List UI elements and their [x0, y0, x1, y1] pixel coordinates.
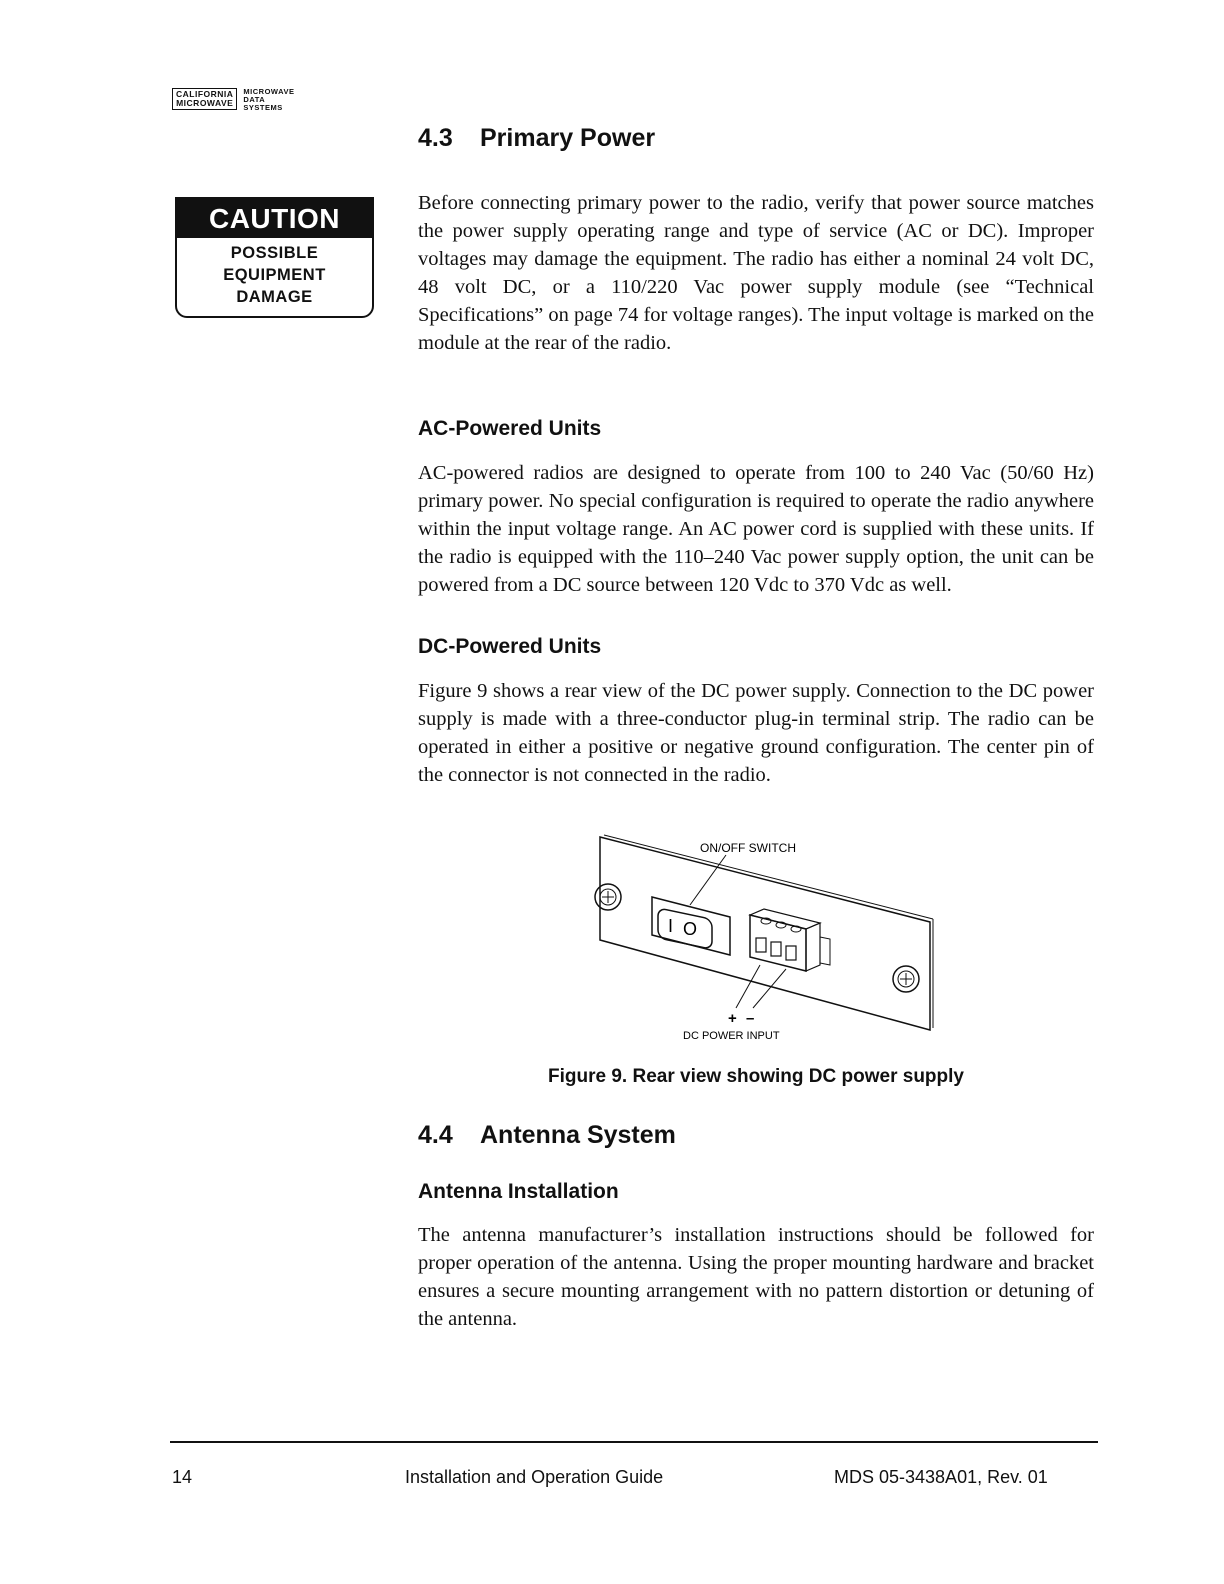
section-title: Primary Power — [480, 124, 656, 152]
right-screw-icon — [893, 966, 919, 992]
terminal-block-icon — [750, 909, 830, 971]
company-logo — [172, 88, 294, 112]
guide-title: Installation and Operation Guide — [405, 1467, 664, 1487]
antenna-installation-paragraph: The antenna manufacturer’s installation instructions should be followed for proper operation of the antenna. Using the proper mounting hardware and bracket ensures a secure mounting arrangement with no pattern distortion or detuning of the antenna. — [418, 1224, 1094, 1330]
caution-line1: POSSIBLE — [230, 244, 319, 262]
minus-terminal-label: – — [746, 1010, 755, 1027]
section-title: Antenna System — [480, 1121, 676, 1149]
figure-dc-power-supply — [588, 825, 938, 1045]
dc-power-input-label: DC POWER INPUT — [683, 1030, 780, 1042]
caution-line3: DAMAGE — [236, 288, 313, 306]
caution-title: CAUTION — [177, 199, 372, 238]
dc-powered-paragraph: Figure 9 shows a rear view of the DC power supply. Connection to the DC power supply is made with a three-conductor plug-in terminal strip. The radio can be operated in either a positive or negative ground configuration. The center pin of the connector is not connected in the radio. — [418, 680, 1094, 786]
page-number: 14 — [172, 1467, 193, 1487]
switch-off-symbol: O — [683, 919, 698, 939]
figure-caption: Figure 9. Rear view showing DC power supply — [548, 1066, 964, 1087]
section-heading-antenna-system — [418, 1121, 676, 1150]
logo-text-line2: DATA — [243, 95, 266, 104]
logo-text-line3: SYSTEMS — [243, 103, 283, 112]
document-id: MDS 05-3438A01, Rev. 01 — [834, 1467, 1048, 1487]
plus-terminal-label: + — [728, 1010, 737, 1027]
primary-power-paragraph: Before connecting primary power to the radio, verify that power source matches the power supply operating range and type of service (AC or DC). Improper voltages may damage the equipment. The radio has either a nominal 24 volt DC, 48 volt DC, or a 110/220 Vac power supply module (see “Technical Specifications” on page 74 for voltage ranges). The input voltage is marked on the module at the rear of the radio. — [418, 192, 1094, 354]
subheading-dc-powered-units: DC-Powered Units — [418, 635, 602, 658]
section-number: 4.3 — [418, 124, 453, 152]
caution-message — [177, 238, 372, 316]
subheading-ac-powered-units: AC-Powered Units — [418, 417, 602, 440]
logo-text-line1: MICROWAVE — [243, 87, 295, 96]
subheading-antenna-installation: Antenna Installation — [418, 1180, 619, 1203]
on-off-switch-icon — [652, 897, 730, 955]
rear-panel — [600, 837, 930, 1030]
footer-divider — [170, 1441, 1098, 1443]
logo-box-line1: CALIFORNIA — [176, 89, 234, 99]
section-heading-primary-power — [418, 124, 655, 153]
on-off-switch-label: ON/OFF SWITCH — [700, 841, 796, 855]
logo-box-line2: MICROWAVE — [176, 98, 234, 108]
logo-text — [243, 88, 294, 112]
logo-box — [172, 88, 237, 110]
ac-powered-paragraph: AC-powered radios are designed to operate from 100 to 240 Vac (50/60 Hz) primary power. No special configuration is required to operate the radio anywhere within the input voltage range. An AC power cord is supplied with these units. If the radio is equipped with the 110–240 Vac power supply option, the unit can be powered from a DC source between 120 Vdc to 370 Vdc as well. — [418, 462, 1094, 596]
dc-power-supply-drawing — [588, 825, 938, 1045]
section-number: 4.4 — [418, 1121, 453, 1149]
caution-notice — [175, 197, 374, 318]
switch-on-symbol: I — [668, 916, 674, 936]
caution-line2: EQUIPMENT — [223, 266, 326, 284]
left-screw-icon — [595, 884, 621, 910]
